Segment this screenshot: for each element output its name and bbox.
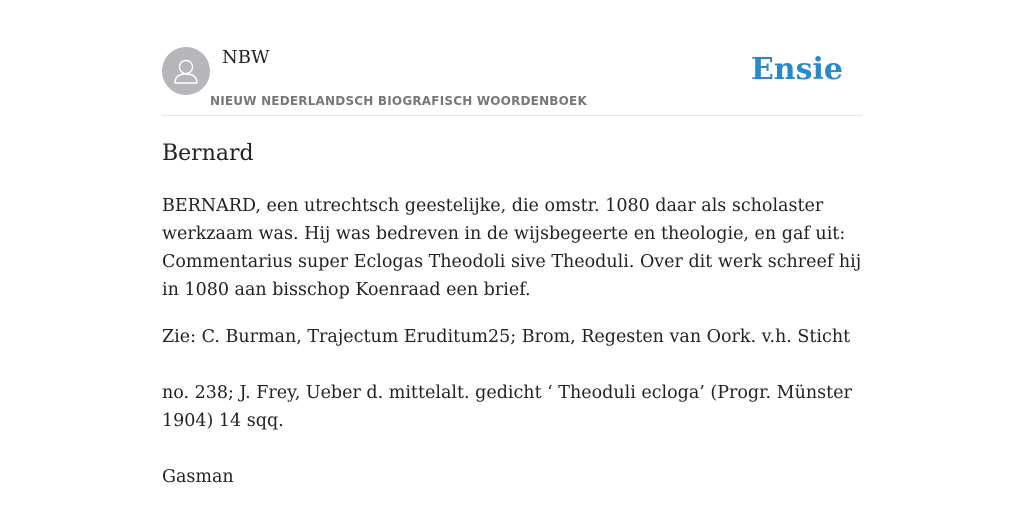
source-name[interactable]: NBW: [222, 47, 270, 68]
article-paragraph: BERNARD, een utrechtsch geestelijke, die omstr. 1080 daar als scholaster werkzaam was. Hij was bedreven in de wijsbegeerte en theologie, en gaf uit: Commentarius super Eclogas Theodoli sive Theoduli. Over dit werk schreef hij in 1080 aan bisschop Koenraad een brief.: [162, 196, 862, 300]
article-paragraph: no. 238; J. Frey, Ueber d. mittelalt. gedicht ‘ Theoduli ecloga’ (Progr. Münster 1904) 14 sqq.: [162, 383, 852, 431]
header-divider: [162, 115, 862, 116]
article-author: Gasman: [162, 467, 234, 487]
article-paragraph: Zie: C. Burman, Trajectum Eruditum25; Brom, Regesten van Oork. v.h. Sticht: [162, 327, 851, 347]
source-subtitle: NIEUW NEDERLANDSCH BIOGRAFISCH WOORDENBOEK: [210, 94, 587, 108]
article-title: Bernard: [162, 141, 254, 166]
source-avatar[interactable]: [162, 47, 210, 95]
brand-logo[interactable]: Ensie: [750, 52, 843, 87]
user-icon: [162, 47, 210, 95]
